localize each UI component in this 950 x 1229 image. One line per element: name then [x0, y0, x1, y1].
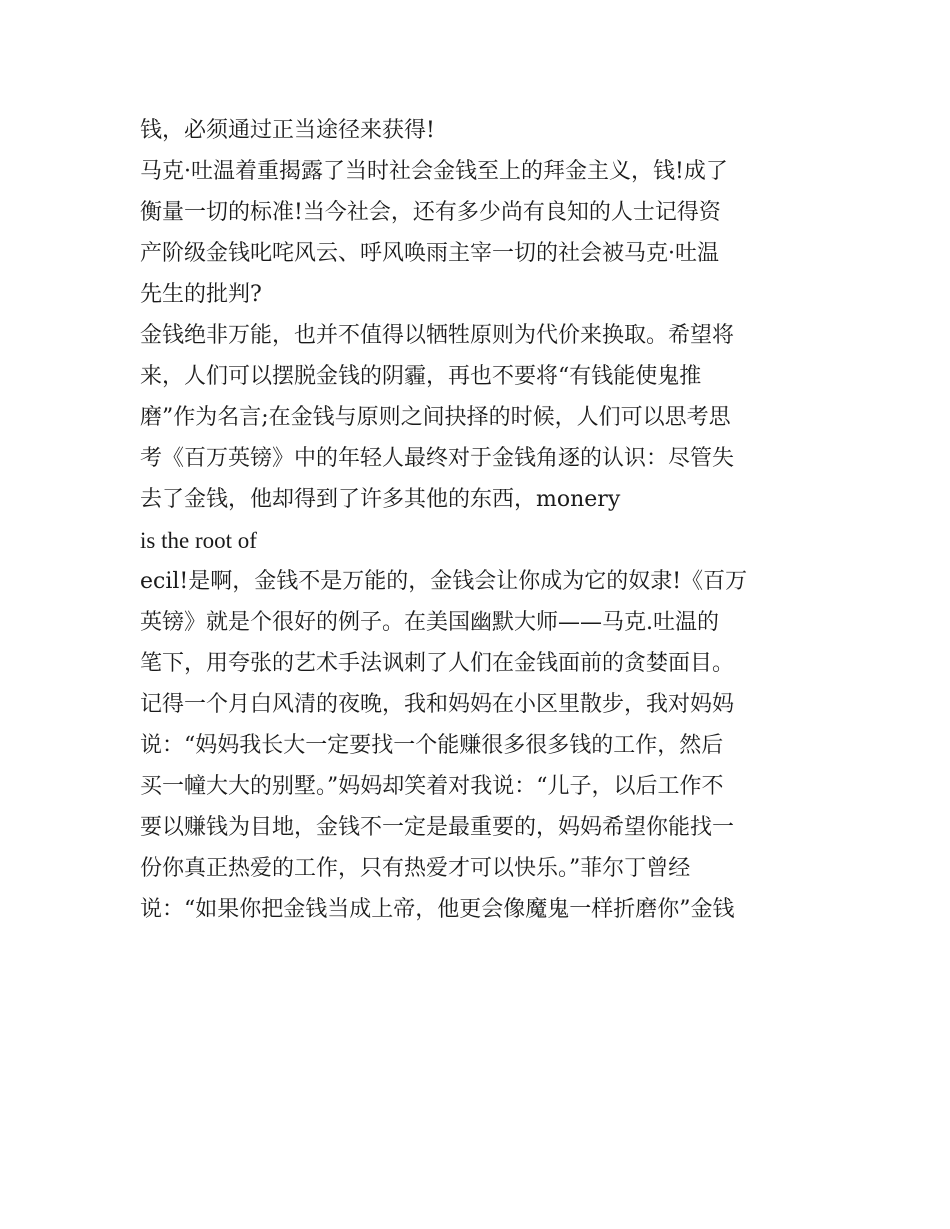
text-line: 要以赚钱为目地，金钱不一定是最重要的，妈妈希望你能找一: [140, 815, 735, 840]
text-line: 马克·吐温着重揭露了当时社会金钱至上的拜金主义，钱!成了: [140, 159, 728, 184]
text-line: 记得一个月白风清的夜晚，我和妈妈在小区里散步，我对妈妈: [140, 692, 735, 717]
body-text: [140, 110, 830, 930]
text-line: 笔下，用夸张的艺术手法讽刺了人们在金钱面前的贪婪面目。: [140, 651, 735, 676]
text-line: 去了金钱，他却得到了许多其他的东西，monery: [140, 487, 621, 512]
text-line: 买一幢大大的别墅。”妈妈却笑着对我说：“儿子，以后工作不: [140, 774, 724, 799]
text-line: 金钱绝非万能，也并不值得以牺牲原则为代价来换取。希望将: [140, 323, 735, 348]
text-line: is the root of: [140, 528, 257, 553]
text-line: 磨”作为名言;在金钱与原则之间抉择的时候，人们可以思考思: [140, 405, 731, 430]
text-line: 说：“如果你把金钱当成上帝，他更会像魔鬼一样折磨你”金钱: [140, 897, 735, 922]
text-line: 产阶级金钱叱咤风云、呼风唤雨主宰一切的社会被马克·吐温: [140, 241, 719, 266]
text-line: 钱，必须通过正当途径来获得!: [140, 118, 435, 143]
text-line: 考《百万英镑》中的年轻人最终对于金钱角逐的认识：尽管失: [140, 446, 735, 471]
text-line: 衡量一切的标准!当今社会，还有多少尚有良知的人士记得资: [140, 200, 721, 225]
text-line: 先生的批判?: [140, 282, 262, 307]
text-line: 英镑》就是个很好的例子。在美国幽默大师——马克.吐温的: [140, 610, 719, 635]
text-line: 说：“妈妈我长大一定要找一个能赚很多很多钱的工作，然后: [140, 733, 724, 758]
text-line: ecil!是啊，金钱不是万能的，金钱会让你成为它的奴隶!《百万: [140, 569, 748, 594]
text-line: 份你真正热爱的工作，只有热爱才可以快乐。”菲尔丁曾经: [140, 856, 691, 881]
text-line: 来，人们可以摆脱金钱的阴霾，再也不要将“有钱能使鬼推: [140, 364, 702, 389]
